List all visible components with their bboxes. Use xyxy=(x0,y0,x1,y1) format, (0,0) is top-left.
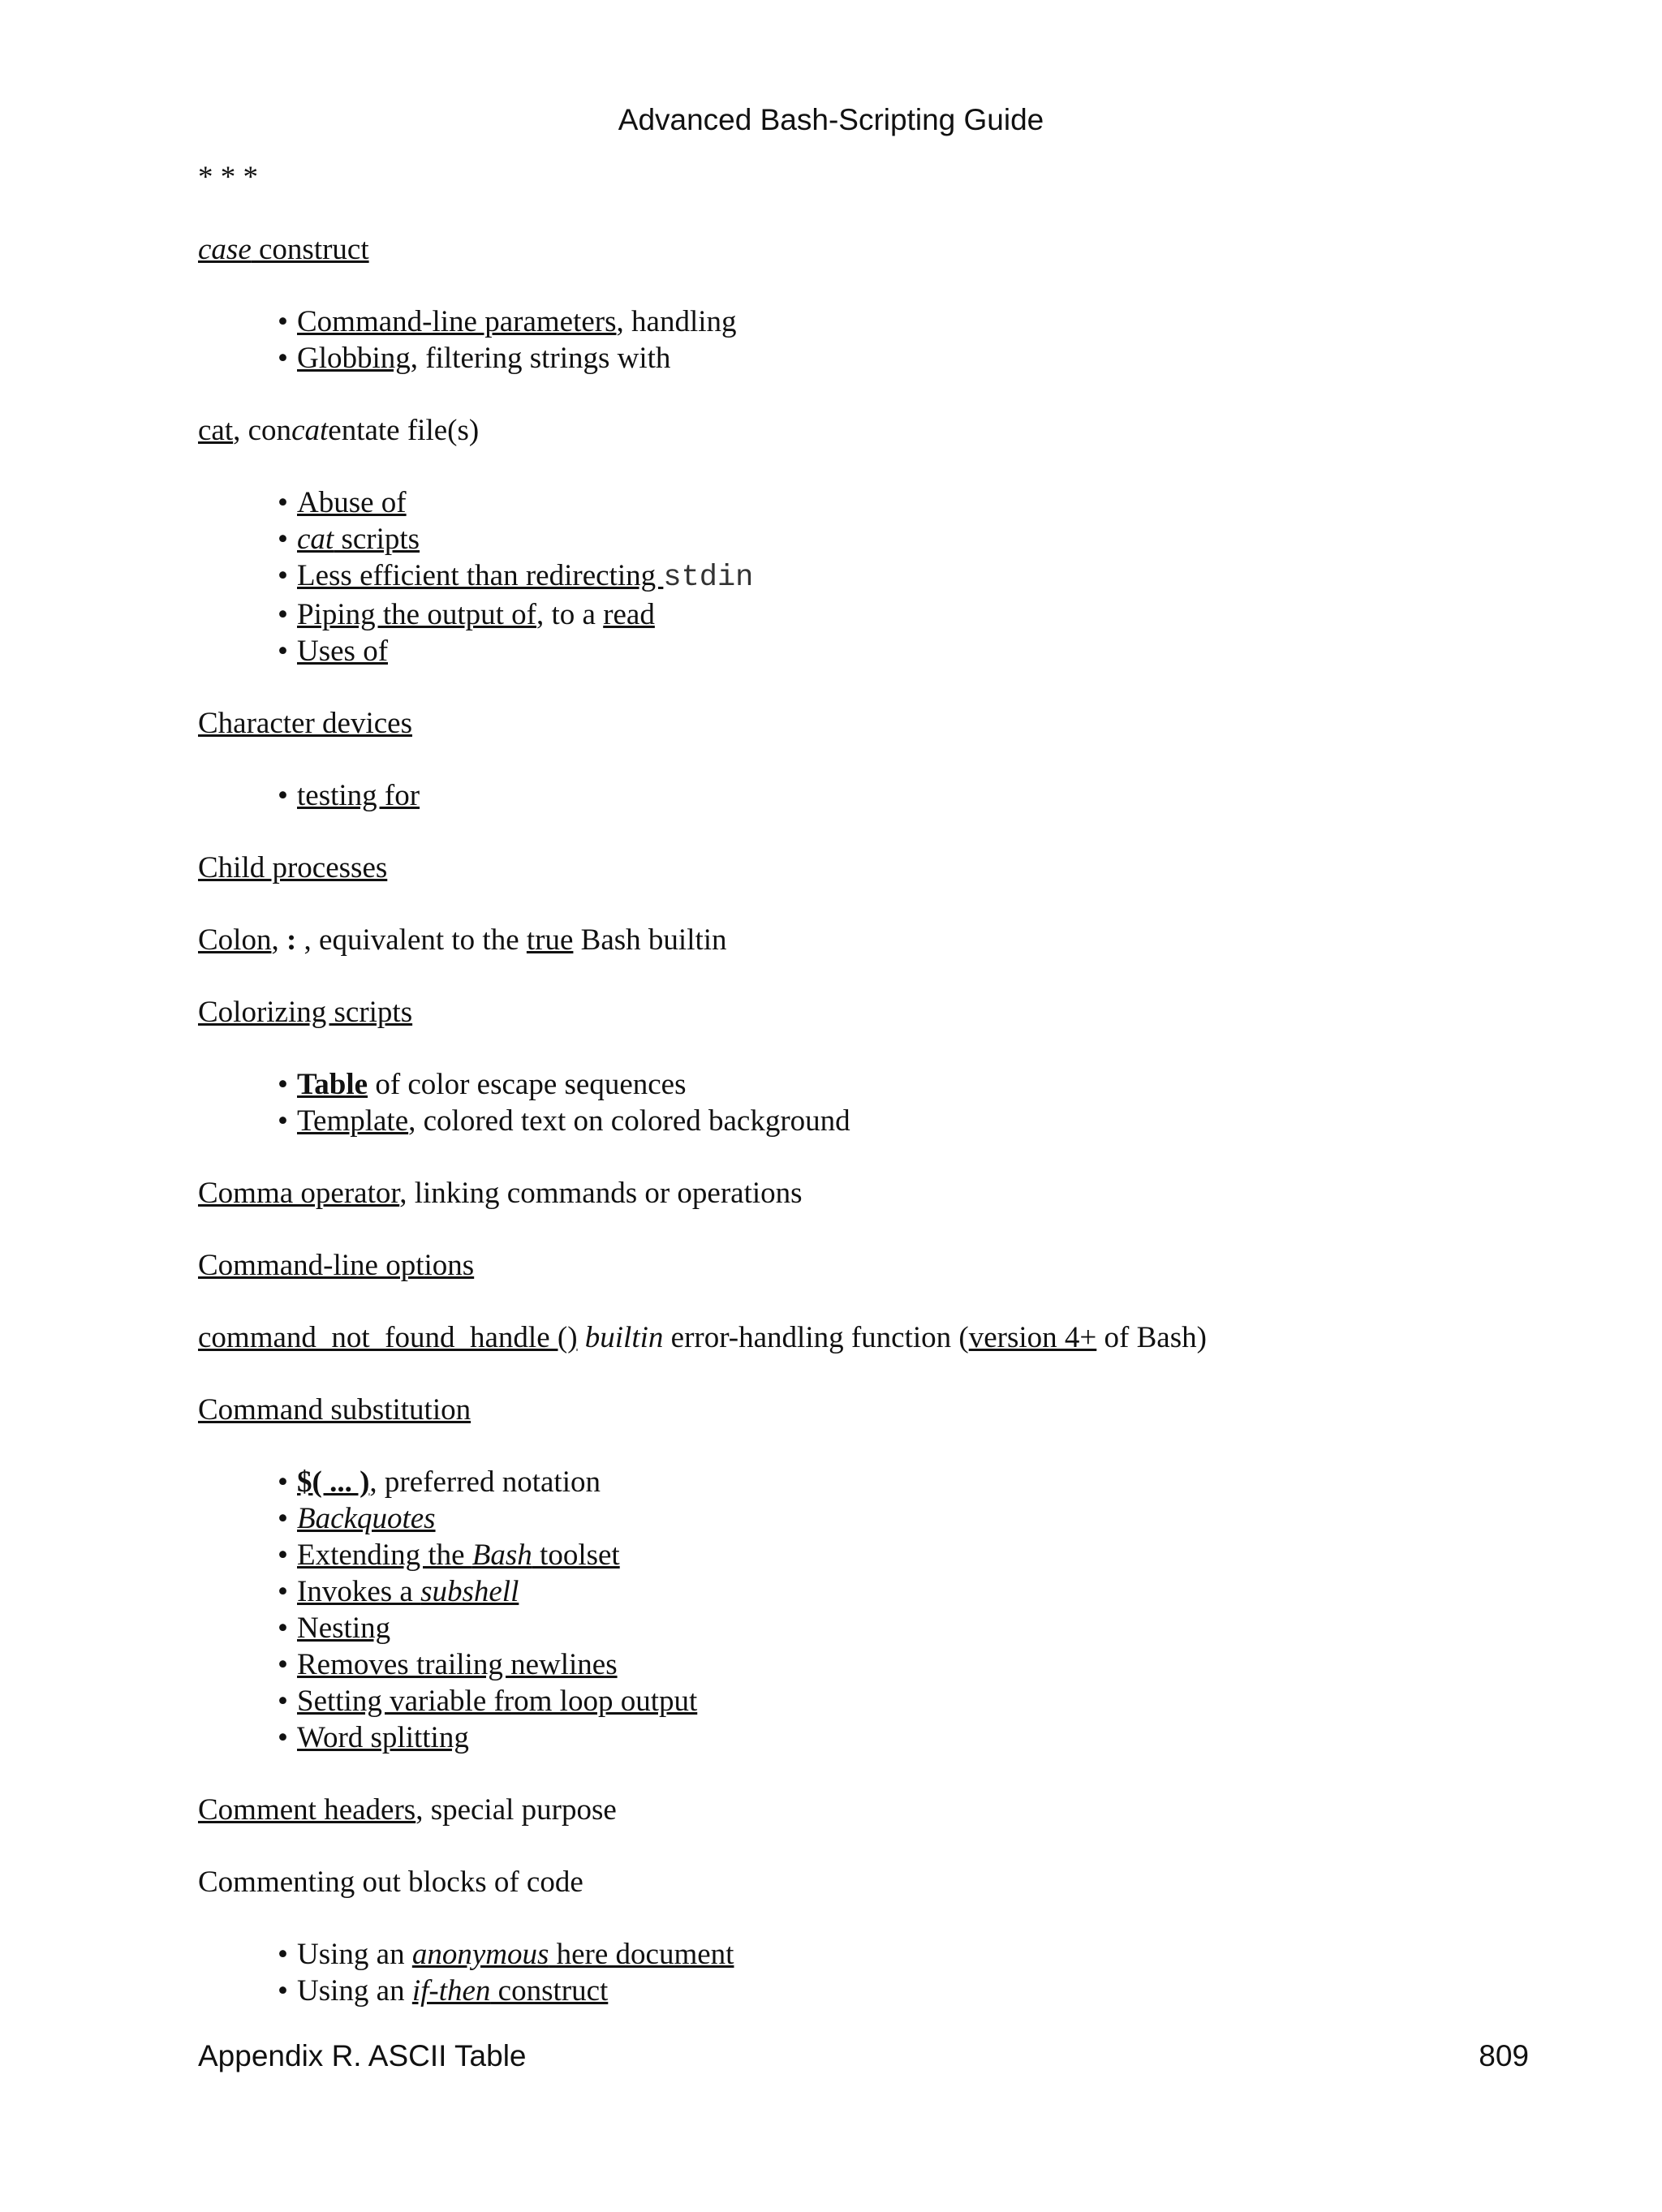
index-entry-child-processes xyxy=(198,850,1529,886)
index-text: , filtering strings with xyxy=(410,342,671,375)
page-footer xyxy=(198,2037,1529,2076)
index-link[interactable]: Command-line parameters xyxy=(297,305,617,338)
sub-entry xyxy=(278,1066,1529,1103)
sub-entry xyxy=(278,1537,1529,1573)
index-text: error-handling function ( xyxy=(663,1321,969,1354)
index-text: builtin xyxy=(584,1321,664,1354)
index-entry-comment-headers xyxy=(198,1792,1529,1828)
index-link[interactable]: if-then xyxy=(411,1974,491,2008)
sub-entry xyxy=(278,633,1529,669)
sub-entry xyxy=(278,340,1529,377)
page-header xyxy=(0,101,1662,140)
index-link[interactable]: cat xyxy=(297,523,334,556)
index-entry-title xyxy=(198,1175,1529,1211)
index-text: Using an xyxy=(297,1974,412,2008)
index-link[interactable]: construct xyxy=(490,1974,609,2008)
index-entry-title xyxy=(198,922,1529,958)
index-entry-title xyxy=(198,1392,1529,1428)
sub-entry xyxy=(278,557,1529,596)
sub-entry xyxy=(278,1973,1529,2009)
index-link[interactable]: read xyxy=(603,598,655,631)
index-entry-command-line-options xyxy=(198,1247,1529,1284)
index-link[interactable]: testing for xyxy=(297,779,420,812)
index-link[interactable]: Removes trailing newlines xyxy=(297,1648,618,1681)
sub-entry xyxy=(278,1646,1529,1683)
index-entry-title xyxy=(198,994,1529,1031)
index-text: , to a xyxy=(536,598,604,631)
index-link[interactable]: Invokes a xyxy=(297,1575,421,1608)
index-link[interactable]: Bash xyxy=(471,1539,532,1572)
index-entry-title xyxy=(198,1864,1529,1900)
index-link[interactable]: Setting variable from loop output xyxy=(297,1685,698,1718)
sub-entry-list xyxy=(198,1936,1529,2009)
index-text: entate file(s) xyxy=(328,414,480,447)
index-text: of Bash) xyxy=(1096,1321,1207,1354)
index-link[interactable]: Colon xyxy=(198,923,272,957)
footer-chapter: Appendix R. ASCII Table xyxy=(198,2039,527,2072)
index-entry-comma-operator xyxy=(198,1175,1529,1211)
sub-entry xyxy=(278,1683,1529,1719)
index-text: , equivalent to the xyxy=(296,923,527,957)
sub-entry xyxy=(278,1500,1529,1537)
page-number: 809 xyxy=(1479,2039,1529,2072)
index-link[interactable]: anonymous xyxy=(411,1938,549,1971)
index-entry-cat xyxy=(198,412,1529,669)
sub-entry xyxy=(278,1103,1529,1139)
index-link[interactable]: command_not_found_handle () xyxy=(198,1321,578,1354)
index-link[interactable]: subshell xyxy=(420,1575,519,1608)
index-link[interactable]: Extending the xyxy=(297,1539,472,1572)
index-entry-colon xyxy=(198,922,1529,958)
index-content xyxy=(198,159,1529,2045)
sub-entry xyxy=(278,484,1529,521)
index-link[interactable]: Comma operator xyxy=(198,1177,400,1210)
index-entry-title xyxy=(198,1792,1529,1828)
index-link[interactable]: Backquotes xyxy=(297,1502,436,1535)
code-text: stdin xyxy=(663,561,754,595)
sub-entry xyxy=(278,1573,1529,1610)
index-text: cat xyxy=(291,414,329,447)
index-link[interactable]: here document xyxy=(549,1938,734,1971)
index-link[interactable]: Character devices xyxy=(198,707,412,740)
sub-entry xyxy=(278,303,1529,340)
index-link[interactable]: Piping the output of xyxy=(297,598,536,631)
index-link[interactable]: version 4+ xyxy=(968,1321,1097,1354)
sub-entry-list xyxy=(198,777,1529,814)
index-text: , con xyxy=(233,414,292,447)
index-text: , special purpose xyxy=(416,1793,617,1827)
index-link[interactable]: toolset xyxy=(532,1539,620,1572)
index-entry-title xyxy=(198,159,1529,196)
sub-entry xyxy=(278,1464,1529,1500)
index-text: * * * xyxy=(198,161,258,194)
index-link[interactable]: Command substitution xyxy=(198,1393,471,1427)
sub-entry xyxy=(278,1610,1529,1646)
index-link[interactable]: Command-line options xyxy=(198,1249,475,1282)
index-text: , preferred notation xyxy=(369,1465,601,1499)
sub-entry xyxy=(278,521,1529,557)
index-entry-character-devices xyxy=(198,705,1529,814)
index-link[interactable]: cat xyxy=(198,414,234,447)
index-link[interactable]: Template xyxy=(297,1104,409,1138)
index-link[interactable]: Table xyxy=(297,1068,368,1101)
index-text: Using an xyxy=(297,1938,412,1971)
index-text: , linking commands or operations xyxy=(399,1177,803,1210)
index-link[interactable]: case xyxy=(198,233,252,266)
index-entry-colorizing-scripts xyxy=(198,994,1529,1139)
sub-entry xyxy=(278,777,1529,814)
index-text: of color escape sequences xyxy=(368,1068,687,1101)
index-text: Bash builtin xyxy=(573,923,727,957)
index-text: , colored text on colored background xyxy=(408,1104,850,1138)
index-link[interactable]: Colorizing scripts xyxy=(198,996,413,1029)
index-link[interactable]: Less efficient than redirecting xyxy=(297,559,664,592)
index-link[interactable]: Comment headers xyxy=(198,1793,416,1827)
index-link[interactable]: Uses of xyxy=(297,635,389,668)
index-entry-title xyxy=(198,850,1529,886)
index-entry-title xyxy=(198,231,1529,268)
index-text: , xyxy=(271,923,286,957)
document-title: Advanced Bash-Scripting Guide xyxy=(618,103,1044,136)
sub-entry-list xyxy=(198,1464,1529,1756)
index-link[interactable]: scripts xyxy=(334,523,420,556)
index-link[interactable]: Nesting xyxy=(297,1612,391,1645)
index-link[interactable]: Globbing xyxy=(297,342,411,375)
index-text: Commenting out blocks of code xyxy=(198,1866,583,1899)
index-entry-title xyxy=(198,1247,1529,1284)
index-link[interactable]: Word splitting xyxy=(297,1721,469,1754)
index-entry-case-construct xyxy=(198,231,1529,377)
index-entry-title xyxy=(198,412,1529,449)
index-entry-command-substitution xyxy=(198,1392,1529,1756)
index-entry-title xyxy=(198,1319,1529,1356)
index-link[interactable]: construct xyxy=(251,233,369,266)
index-entry-stars xyxy=(198,159,1529,196)
sub-entry-list xyxy=(198,1066,1529,1139)
sub-entry xyxy=(278,1936,1529,1973)
index-link[interactable]: $( ... ) xyxy=(297,1465,370,1499)
sub-entry-list xyxy=(198,303,1529,377)
index-text: , handling xyxy=(616,305,737,338)
index-link[interactable]: true xyxy=(526,923,574,957)
sub-entry xyxy=(278,596,1529,633)
sub-entry-list xyxy=(198,484,1529,669)
index-link[interactable]: Child processes xyxy=(198,851,388,884)
index-link[interactable]: Abuse of xyxy=(297,486,407,519)
sub-entry xyxy=(278,1719,1529,1756)
index-text: : xyxy=(286,923,297,957)
index-entry-command-not-found xyxy=(198,1319,1529,1356)
index-entry-title xyxy=(198,705,1529,742)
index-text xyxy=(578,1321,585,1354)
index-entry-commenting-out xyxy=(198,1864,1529,2009)
